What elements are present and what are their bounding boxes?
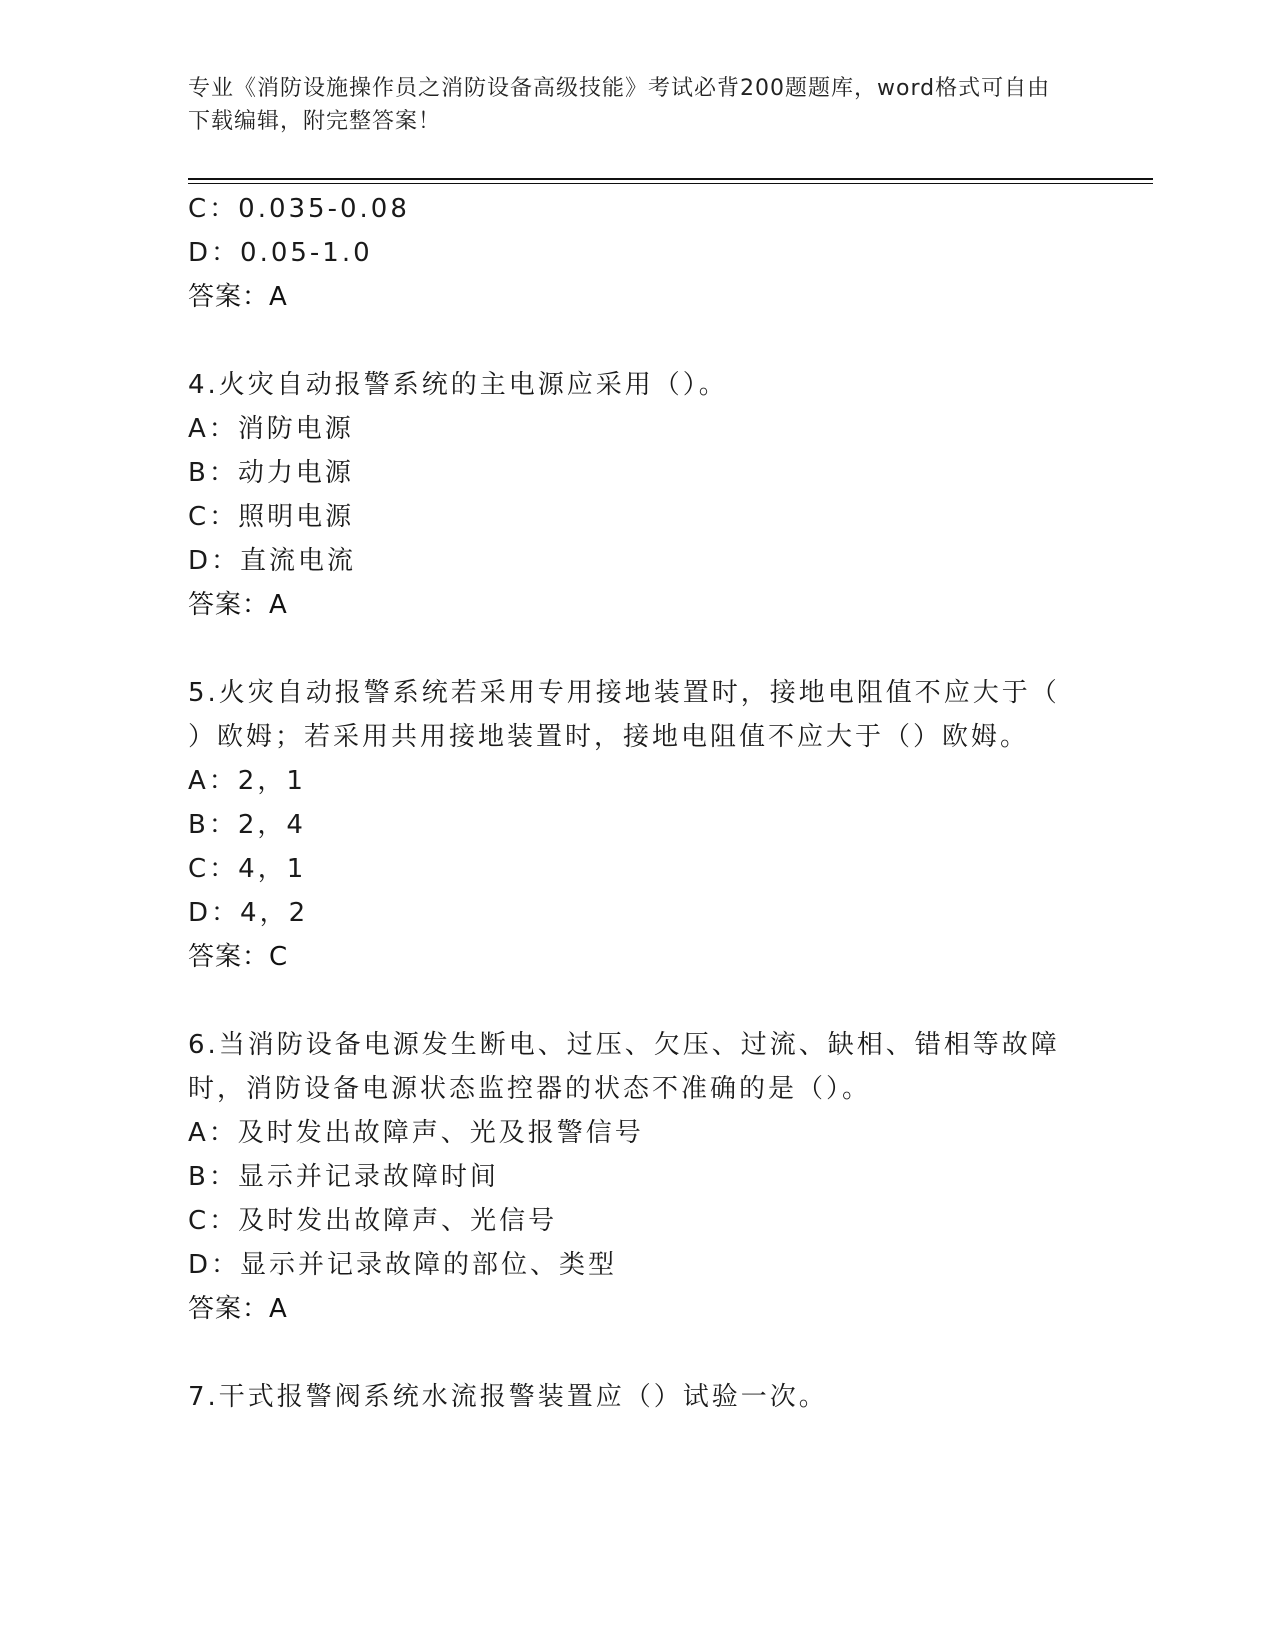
q4-option-d: D：直流电流	[188, 546, 357, 576]
q5-option-a: A：2，1	[188, 766, 306, 796]
prev-question-option-d: D：0.05-1.0	[188, 238, 373, 268]
q6-option-c: C：及时发出故障声、光信号	[188, 1206, 558, 1236]
q7-stem: 7.干式报警阀系统水流报警装置应（）试验一次。	[188, 1382, 828, 1412]
q5-stem-line2: ）欧姆；若采用共用接地装置时，接地电阻值不应大于（）欧姆。	[188, 722, 1030, 752]
q6-option-d: D：显示并记录故障的部位、类型	[188, 1250, 618, 1280]
q4-answer: 答案：A	[188, 590, 288, 620]
q4-option-a: A：消防电源	[188, 414, 354, 444]
header-divider-thin	[188, 183, 1153, 184]
q6-answer: 答案：A	[188, 1294, 288, 1324]
q5-option-d: D：4，2	[188, 898, 309, 928]
header-divider-thick	[188, 178, 1153, 180]
q4-option-c: C：照明电源	[188, 502, 355, 532]
q5-option-b: B：2，4	[188, 810, 306, 840]
q6-option-a: A：及时发出故障声、光及报警信号	[188, 1118, 644, 1148]
document-header-title: 专业《消防设施操作员之消防设备高级技能》考试必背200题题库，word格式可自由下载编辑，附完整答案！	[188, 76, 1051, 134]
q4-stem: 4.火灾自动报警系统的主电源应采用（）。	[188, 370, 728, 400]
q5-stem-line1: 5.火灾自动报警系统若采用专用接地装置时，接地电阻值不应大于（	[188, 678, 1060, 708]
q6-stem-line1: 6.当消防设备电源发生断电、过压、欠压、过流、缺相、错相等故障	[188, 1030, 1060, 1060]
q4-option-b: B：动力电源	[188, 458, 354, 488]
prev-question-option-c: C：0.035-0.08	[188, 194, 410, 224]
q5-answer: 答案：C	[188, 942, 289, 972]
q6-stem-line2: 时，消防设备电源状态监控器的状态不准确的是（）。	[188, 1074, 872, 1104]
prev-question-answer: 答案：A	[188, 282, 288, 312]
q6-option-b: B：显示并记录故障时间	[188, 1162, 499, 1192]
q5-option-c: C：4，1	[188, 854, 307, 884]
